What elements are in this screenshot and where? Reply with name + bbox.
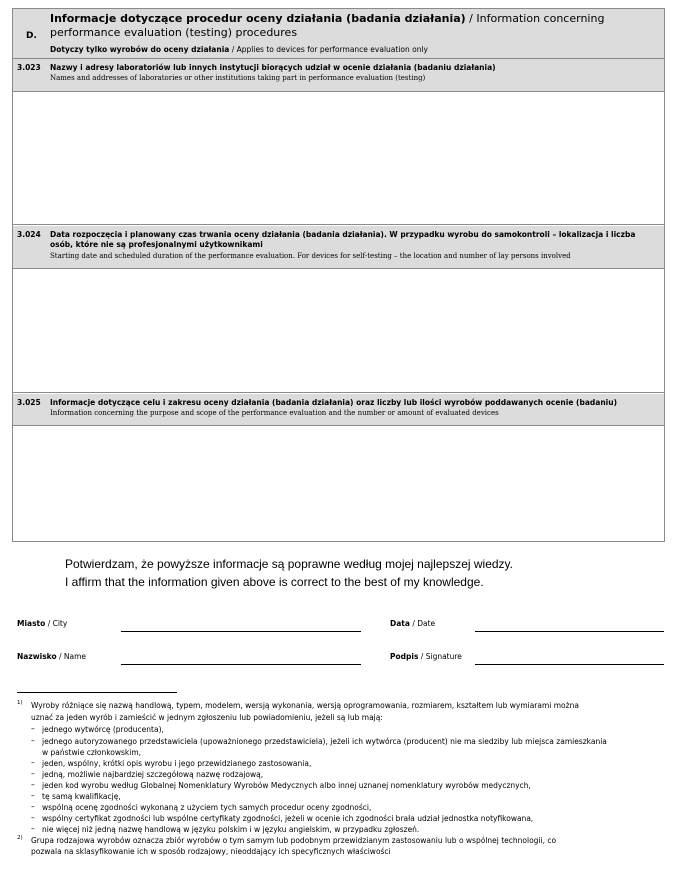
list-item: jeden kod wyrobu według Globalnej Nomenklatury Wyrobów Medycznych albo innej uznanej nomenklatury wyrobów medycznych, [42, 781, 531, 790]
row-label-en: Information concerning the purpose and scope of the performance evaluation and the number or amount of evaluated devices [50, 409, 499, 417]
row-3024-input-area[interactable] [13, 268, 664, 393]
name-label-en: Name [63, 652, 87, 661]
list-dash: – [31, 802, 35, 811]
list-dash: – [31, 824, 35, 833]
section-note-pl: Dotyczy tylko wyrobów do oceny działania [50, 45, 230, 54]
date-label: Data / Date [390, 619, 436, 628]
row-3023-input-area[interactable] [13, 91, 664, 225]
row-number: 3.025 [17, 398, 41, 407]
footnote-1-line-2: uznać za jeden wyrób i zamieścić w jednym zgłoszeniu lub powiadomieniu, jeżeli są lub mają: [31, 713, 383, 722]
name-field[interactable] [121, 664, 361, 665]
date-field[interactable] [475, 631, 664, 632]
section-letter: D. [26, 31, 37, 41]
list-item: jednego wytwórcę (producenta), [42, 725, 164, 734]
row-label-en: Names and addresses of laboratories or other institutions taking part in performance evaluation (testing) [50, 74, 426, 82]
date-label-pl: Data [390, 619, 410, 628]
footnote-2-line-2: pozwala na sklasyfikowanie ich w sposób rodzajowy, nieoddający ich specyficznych właściwości [31, 847, 391, 856]
list-item: nie więcej niż jedną nazwę handlową w języku polskim i w języku angielskim, w przypadku zgłoszeń. [42, 825, 420, 834]
list-item: jedną, możliwie najbardziej szczegółową nazwę rodzajową, [42, 770, 264, 779]
row-3024-header [13, 226, 664, 268]
signature-label-pl: Podpis [390, 652, 419, 661]
signature-field[interactable] [475, 664, 664, 665]
footnote-1-line-1: Wyroby różniące się nazwą handlową, typem, modelem, wersją wykonania, wersją oprogramowania, rozmiarem, kształtem lub wymiarami można [31, 701, 579, 710]
row-number: 3.024 [17, 230, 41, 239]
footnote-2-mark: 2) [17, 835, 23, 841]
list-item: wspólną ocenę zgodności wykonaną z użyciem tych samych procedur oceny zgodności, [42, 803, 372, 812]
section-note-en: Applies to devices for performance evaluation only [236, 45, 428, 54]
section-title: Informacje dotyczące procedur oceny działania (badania działania) / Information concerning performance evaluation (testing) procedures [50, 12, 605, 39]
list-dash: – [31, 736, 35, 745]
row-label-en: Starting date and scheduled duration of the performance evaluation. For devices for self-testing – the location and number of lay persons involved [50, 252, 571, 260]
list-dash: – [31, 724, 35, 733]
list-dash: – [31, 758, 35, 767]
row-3025-header [13, 394, 664, 425]
affirmation-en: I affirm that the information given above is correct to the best of my knowledge. [65, 575, 484, 589]
list-item: jednego autoryzowanego przedstawiciela (upoważnionego przedstawiciela), jeżeli ich wytwórca (producent) nie ma siedziby lub miejsca zamieszkania [42, 737, 607, 746]
row-number: 3.023 [17, 63, 41, 72]
row-3025-input-area[interactable] [13, 425, 664, 541]
signature-label: Podpis / Signature [390, 652, 462, 661]
footnote-separator [17, 692, 177, 693]
section-d-header [13, 9, 664, 59]
list-item: wspólny certyfikat zgodności lub wspólne certyfikaty zgodności, jeżeli w ocenie ich zgodności brała udział jednostka notyfikowana, [42, 814, 534, 823]
row-label-pl: Data rozpoczęcia i planowany czas trwania oceny działania (badania działania). W przypadku wyrobu do samokontroli – lokalizacja i liczba osób, które nie są profesjonalnymi użytkownikami [50, 230, 636, 249]
list-item: jeden, wspólny, krótki opis wyrobu i jego przewidzianego zastosowania, [42, 759, 312, 768]
city-label-en: City [52, 619, 68, 628]
list-dash: – [31, 769, 35, 778]
name-label-pl: Nazwisko [17, 652, 57, 661]
signature-label-en: Signature [425, 652, 462, 661]
list-item: w państwie członkowskim, [42, 748, 142, 757]
city-label: Miasto / City [17, 619, 68, 628]
row-label-pl: Informacje dotyczące celu i zakresu oceny działania (badania działania) oraz liczby lub ilości wyrobów poddawanych ocenie (badaniu) [50, 398, 618, 407]
city-field[interactable] [121, 631, 361, 632]
city-label-pl: Miasto [17, 619, 46, 628]
row-3023-header [13, 59, 664, 91]
section-title-pl: Informacje dotyczące procedur oceny działania (badania działania) [50, 12, 466, 25]
row-label-pl: Nazwy i adresy laboratoriów lub innych instytucji biorących udział w ocenie działania (badaniu działania) [50, 63, 496, 72]
performance-evaluation-form [12, 8, 665, 542]
list-dash: – [31, 780, 35, 789]
footnote-2-line-1: Grupa rodzajowa wyrobów oznacza zbiór wyrobów o tym samym lub podobnym przewidzianym zastosowaniu lub o wspólnej technologii, co [31, 836, 557, 845]
section-note: Dotyczy tylko wyrobów do oceny działania / Applies to devices for performance evaluation only [50, 45, 428, 54]
list-item: tę samą kwalifikację, [42, 792, 121, 801]
list-dash: – [31, 813, 35, 822]
date-label-en: Date [417, 619, 436, 628]
footnote-1-mark: 1) [17, 700, 23, 706]
list-dash: – [31, 791, 35, 800]
name-label: Nazwisko / Name [17, 652, 87, 661]
section-title-en: Information concerning performance evaluation (testing) procedures [50, 12, 605, 39]
affirmation-pl: Potwierdzam, że powyższe informacje są poprawne według mojej najlepszej wiedzy. [65, 557, 513, 571]
